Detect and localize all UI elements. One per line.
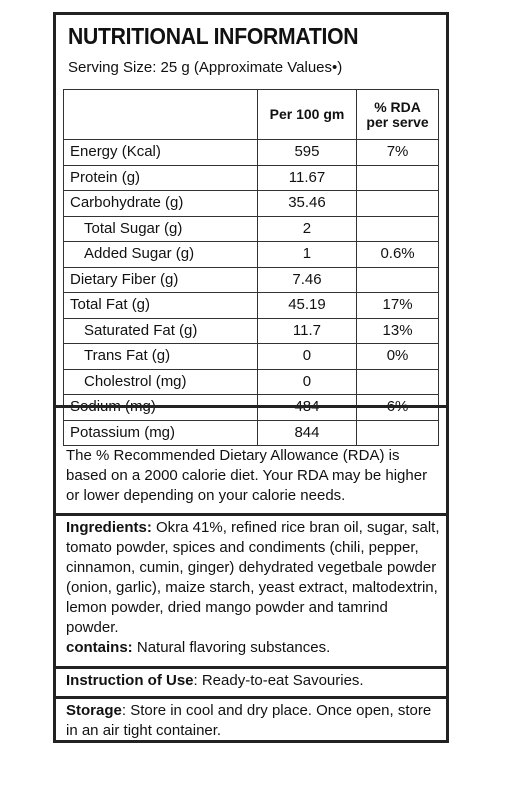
table-row — [64, 344, 439, 370]
section-divider — [56, 666, 446, 669]
rda-note: The % Recommended Dietary Allowance (RDA) is based on a 2000 calorie diet. Your RDA may be higher or lower depending on your calorie needs. — [66, 447, 428, 504]
instruction-label: Instruction of Use — [66, 672, 194, 689]
per-100gm-value: 11.67 — [257, 165, 356, 191]
rda-value — [357, 267, 439, 293]
ingredients-block — [66, 518, 441, 658]
table-row — [64, 242, 439, 268]
table-row — [64, 216, 439, 242]
nutrition-table — [63, 89, 439, 446]
per-100gm-value: 7.46 — [257, 267, 356, 293]
nutrition-label — [53, 12, 449, 743]
table-header-row — [64, 90, 439, 140]
nutrient-name: Added Sugar (g) — [64, 242, 258, 268]
nutrient-name: Saturated Fat (g) — [64, 318, 258, 344]
rda-value — [357, 369, 439, 395]
rda-value — [357, 420, 439, 446]
nutrient-name: Total Fat (g) — [64, 293, 258, 319]
instruction-block — [66, 671, 441, 691]
per-100gm-value: 0 — [257, 369, 356, 395]
label-title: NUTRITIONAL INFORMATION — [68, 23, 359, 49]
header-rda: % RDA per serve — [357, 90, 439, 140]
nutrient-name: Cholestrol (mg) — [64, 369, 258, 395]
storage-text: : Store in cool and dry place. Once open, store in an air tight container. — [66, 702, 432, 739]
rda-value: 7% — [357, 140, 439, 166]
nutrient-name: Dietary Fiber (g) — [64, 267, 258, 293]
rda-value: 0% — [357, 344, 439, 370]
storage-label: Storage — [66, 702, 122, 719]
header-per-100gm: Per 100 gm — [257, 90, 356, 140]
rda-value — [357, 165, 439, 191]
nutrient-name: Potassium (mg) — [64, 420, 258, 446]
per-100gm-value: 844 — [257, 420, 356, 446]
rda-value: 13% — [357, 318, 439, 344]
per-100gm-value: 35.46 — [257, 191, 356, 217]
table-row — [64, 293, 439, 319]
per-100gm-value: 1 — [257, 242, 356, 268]
nutrient-name: Total Sugar (g) — [64, 216, 258, 242]
section-divider — [56, 405, 446, 408]
table-row — [64, 267, 439, 293]
nutrient-name: Carbohydrate (g) — [64, 191, 258, 217]
rda-value: 0.6% — [357, 242, 439, 268]
rda-value: 17% — [357, 293, 439, 319]
table-row — [64, 369, 439, 395]
per-100gm-value: 45.19 — [257, 293, 356, 319]
instruction-text: : Ready-to-eat Savouries. — [193, 672, 364, 689]
table-row — [64, 318, 439, 344]
per-100gm-value: 0 — [257, 344, 356, 370]
table-row — [64, 420, 439, 446]
rda-value — [357, 191, 439, 217]
contains-label: contains: — [66, 639, 133, 656]
header-nutrient — [64, 90, 258, 140]
nutrient-name: Energy (Kcal) — [64, 140, 258, 166]
ingredients-text: Okra 41%, refined rice bran oil, sugar, salt, tomato powder, spices and condiments (chili, pepper, cinnamon, cumin, ginger) dehydrated vegetbale powder (onion, garlic), maize starch, yeast extract, maltodextrin, lemon powder, dried mango powder and tamrind powder. — [66, 519, 440, 636]
contains-text: Natural flavoring substances. — [132, 639, 331, 656]
storage-block — [66, 701, 441, 741]
nutrient-name: Protein (g) — [64, 165, 258, 191]
rda-value — [357, 216, 439, 242]
section-divider — [56, 513, 446, 516]
table-row — [64, 191, 439, 217]
per-100gm-value: 2 — [257, 216, 356, 242]
table-row — [64, 140, 439, 166]
ingredients-label: Ingredients: — [66, 519, 152, 536]
nutrient-name: Trans Fat (g) — [64, 344, 258, 370]
per-100gm-value: 595 — [257, 140, 356, 166]
serving-size: Serving Size: 25 g (Approximate Values•) — [68, 59, 343, 76]
section-divider — [56, 696, 446, 699]
per-100gm-value: 11.7 — [257, 318, 356, 344]
table-row — [64, 165, 439, 191]
